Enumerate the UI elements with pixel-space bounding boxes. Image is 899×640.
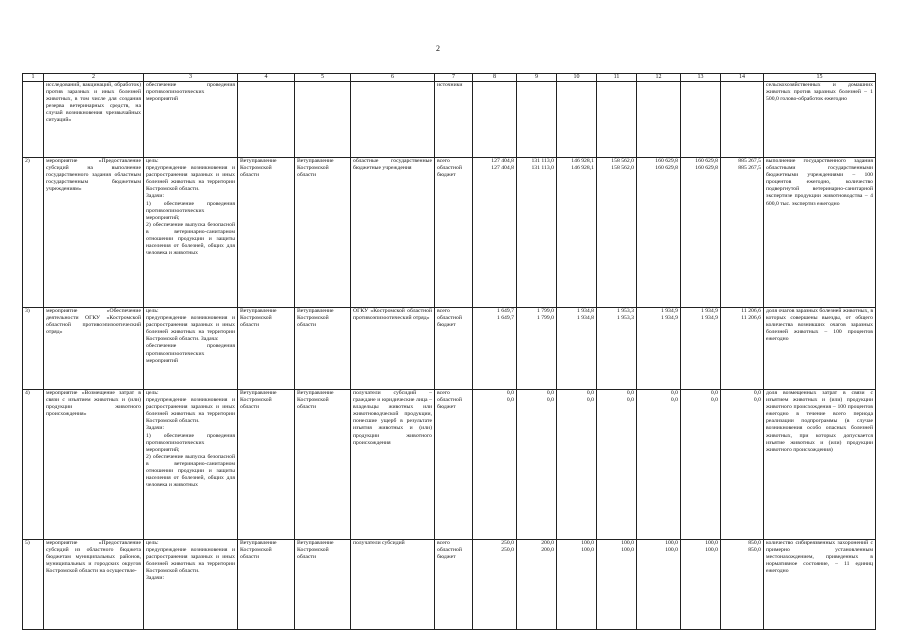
- header-cell: 11: [597, 74, 637, 82]
- co-executor: [295, 82, 351, 158]
- amount-v12: 1 934,9 1 934,9: [637, 308, 681, 390]
- measure-name: мероприятие «Обеспечение деятельности ОГКУ «Костромской областной противоэпизоотический отряд»: [44, 308, 144, 390]
- measure-name: исследований, вакцинаций, обработок) против заразных и иных болезней животных, в том числе для создания резерва ветеринарных средств, на случай возникновения чрезвычайных ситуаций»: [44, 82, 144, 158]
- header-cell: 12: [637, 74, 681, 82]
- amount-v14: 885 267,5 885 267,5: [721, 158, 764, 308]
- table-row: [23, 390, 876, 540]
- amount-v10: 146 928,1 146 928,1: [557, 158, 597, 308]
- header-cell: 10: [557, 74, 597, 82]
- amount-v10: 1 934,8 1 934,8: [557, 308, 597, 390]
- amount-v13: 0,0 0,0: [681, 390, 721, 540]
- amount-v11: [597, 82, 637, 158]
- header-cell: 6: [351, 74, 435, 82]
- page-number: 2: [436, 44, 440, 53]
- co-executor: Ветуправление Костромской области: [295, 158, 351, 308]
- header-cell: 14: [721, 74, 764, 82]
- amount-v12: 0,0 0,0: [637, 390, 681, 540]
- amount-v11: 100,0 100,0: [597, 540, 637, 630]
- executor: Ветуправление Костромской области: [238, 540, 295, 630]
- amount-v14: 0,0 0,0: [721, 390, 764, 540]
- measure-name: мероприятие «Предоставление субсидий из областного бюджета бюджетам муниципальных районов, муниципальных и городских округов Костромской области на осуществле-: [44, 540, 144, 630]
- header-row: [23, 74, 876, 82]
- amount-v13: 100,0 100,0: [681, 540, 721, 630]
- amount-v11: 1 953,3 1 953,3: [597, 308, 637, 390]
- amount-v9: 0,0 0,0: [517, 390, 557, 540]
- goal-tasks: цель: предупреждение возникновения и распространения заразных и иных болезней животных на территории Костромской области. Задачи: 1) обеспечение проведения противоэпизоотических мероприятий; 2) обеспечение выпуска безопасной в ветеринарно-санитарном отношении продукции и защиты населения от болезней, общих для человека и животных: [144, 390, 238, 540]
- header-cell: 3: [144, 74, 238, 82]
- executor: Ветуправление Костромской области: [238, 308, 295, 390]
- row-number: 3): [23, 308, 44, 390]
- co-executor: Ветуправление Костромской области: [295, 308, 351, 390]
- funding-source: источники: [435, 82, 473, 158]
- header-cell: 9: [517, 74, 557, 82]
- amount-v8: 0,0 0,0: [473, 390, 517, 540]
- recipient: ОГКУ «Костромской областной противоэпизоотический отряд»: [351, 308, 435, 390]
- goal-tasks: цель: предупреждение возникновения и распространения заразных и иных болезней животных на территории Костромской области. Задача: обеспечение проведения противоэпизоотических мероприятий: [144, 308, 238, 390]
- measure-name: мероприятие «Возмещение затрат в связи с изъятием животных и (или) продукции животного происхождения»: [44, 390, 144, 540]
- funding-source: всего областной бюджет: [435, 540, 473, 630]
- row-number: 5): [23, 540, 44, 630]
- amount-v10: [557, 82, 597, 158]
- amount-v8: [473, 82, 517, 158]
- goal-tasks: обеспечение проведения противоэпизоотических мероприятий: [144, 82, 238, 158]
- recipient: получатели субсидий – граждане и юридические лица – владельцы животных или животноводческой продукции, понесшие ущерб в результате изъятия животных и (или) продукции животного происхождения: [351, 390, 435, 540]
- recipient: [351, 82, 435, 158]
- expected-result: доля очагов заразных болезней животных, в которых совершены выезды, от общего количества возникших очагов заразных болезней животных – 100 процентов ежегодно: [764, 308, 876, 390]
- expected-result: сельскохозяйственных и домашних животных против заразных болезней – 1 500,0 голово-обработок ежегодно: [764, 82, 876, 158]
- expected-result: доля возмещенных затрат в связи с изъятием животных и (или) продукции животного происхождения – 100 процентов ежегодно в течение всего периода реализации подпрограммы (в случае возникновения особо опасных болезней животных, при которых допускается изъятие животных и (или) продукции животного происхождения): [764, 390, 876, 540]
- header-cell: 1: [23, 74, 44, 82]
- amount-v12: 100,0 100,0: [637, 540, 681, 630]
- amount-v14: 850,0 850,0: [721, 540, 764, 630]
- header-cell: 5: [295, 74, 351, 82]
- budget-table: [22, 73, 876, 630]
- amount-v13: [681, 82, 721, 158]
- expected-result: количество сибиреязвенных захоронений с примерно установленным местонахождением, приведенных в нормативное состояние, – 11 единиц ежегодно: [764, 540, 876, 630]
- executor: Ветуправление Костромской области: [238, 390, 295, 540]
- table-row: [23, 82, 876, 158]
- amount-v11: 0,0 0,0: [597, 390, 637, 540]
- amount-v13: 1 934,9 1 934,9: [681, 308, 721, 390]
- header-cell: 15: [764, 74, 876, 82]
- header-cell: 13: [681, 74, 721, 82]
- amount-v9: 131 113,0 131 113,0: [517, 158, 557, 308]
- executor: Ветуправление Костромской области: [238, 158, 295, 308]
- amount-v9: [517, 82, 557, 158]
- amount-v11: 158 562,0 158 562,0: [597, 158, 637, 308]
- amount-v10: 0,0 0,0: [557, 390, 597, 540]
- amount-v8: 1 649,7 1 649,7: [473, 308, 517, 390]
- table-row: [23, 158, 876, 308]
- row-number: 2): [23, 158, 44, 308]
- funding-source: всего областной бюджет: [435, 390, 473, 540]
- table-row: [23, 308, 876, 390]
- header-cell: 2: [44, 74, 144, 82]
- measure-name: мероприятие «Предоставление субсидий на выполнение государственного задания областным государственным бюджетным учреждениям»: [44, 158, 144, 308]
- amount-v8: 250,0 250,0: [473, 540, 517, 630]
- table-row: [23, 540, 876, 630]
- row-number: 4): [23, 390, 44, 540]
- executor: [238, 82, 295, 158]
- co-executor: Ветуправление Костромской области: [295, 540, 351, 630]
- amount-v12: 160 629,8 160 629,8: [637, 158, 681, 308]
- goal-tasks: цель: предупреждение возникновения и распространения заразных и иных болезней животных на территории Костромской области. Задачи: 1) обеспечение проведения противоэпизоотических мероприятий; 2) обеспечение выпуска безопасной в ветеринарно-санитарном отношении продукции и защиты населения от болезней, общих для человека и животных: [144, 158, 238, 308]
- header-cell: 8: [473, 74, 517, 82]
- funding-source: всего областной бюджет: [435, 158, 473, 308]
- header-cell: 4: [238, 74, 295, 82]
- amount-v14: [721, 82, 764, 158]
- recipient: получатели субсидий: [351, 540, 435, 630]
- amount-v13: 160 629,8 160 629,8: [681, 158, 721, 308]
- amount-v10: 100,0 100,0: [557, 540, 597, 630]
- co-executor: Ветуправление Костромской области: [295, 390, 351, 540]
- funding-source: всего областной бюджет: [435, 308, 473, 390]
- recipient: областные государственные бюджетные учреждения: [351, 158, 435, 308]
- goal-tasks: цель: предупреждение возникновения и распространения заразных и иных болезней животных на территории Костромской области. Задачи:: [144, 540, 238, 630]
- amount-v9: 1 799,0 1 799,0: [517, 308, 557, 390]
- amount-v9: 200,0 200,0: [517, 540, 557, 630]
- expected-result: выполнение государственного задания областными государственными бюджетными учреждениями – 100 процентов ежегодно, количество подвергнутой ветеринарно-санитарной экспертизе продукции животноводства – 4 600,0 тыс. экспертиз ежегодно: [764, 158, 876, 308]
- amount-v14: 11 206,6 11 206,6: [721, 308, 764, 390]
- amount-v8: 127 404,8 127 404,8: [473, 158, 517, 308]
- row-number: [23, 82, 44, 158]
- amount-v12: [637, 82, 681, 158]
- header-cell: 7: [435, 74, 473, 82]
